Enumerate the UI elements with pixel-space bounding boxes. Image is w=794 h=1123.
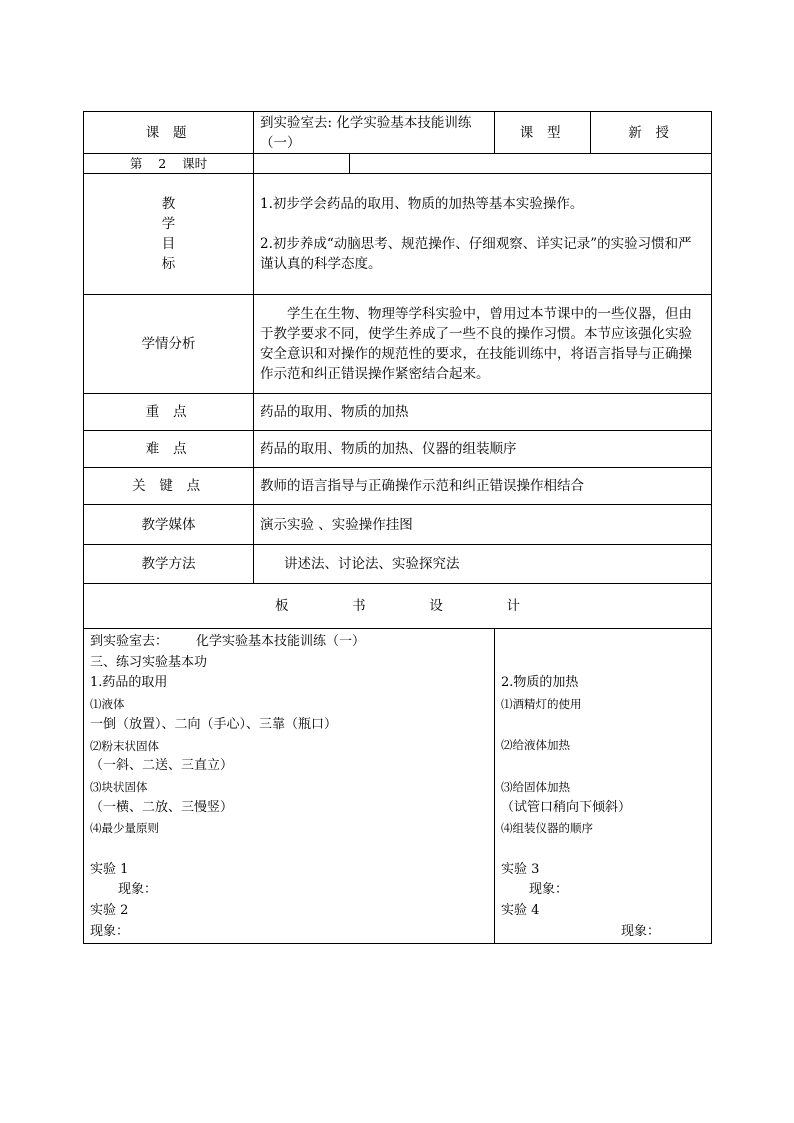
objectives-label-char: 教: [161, 196, 176, 212]
topic-value: 到实验室去: 化学实验基本技能训练（一）: [254, 112, 495, 154]
analysis-label: 学情分析: [84, 295, 254, 394]
board-spacer: [501, 839, 709, 860]
difficulty-label: 难 点: [84, 431, 254, 468]
board-observation: 现象：: [90, 923, 130, 939]
board-observation: 现象：: [118, 882, 158, 898]
lesson-number-row: [84, 154, 712, 174]
method-label: 教学方法: [84, 545, 254, 584]
analysis-text: 学生在生物、物理等学科实验中，曾用过本节课中的一些仪器，但由于教学要求不同，使学生养成了一些不良的操作习惯。本节应该强化实验安全意识和对操作的规范性的要求，在技能训练中，将语言指导与正确操作示范和纠正错误操作紧密结合起来。: [260, 306, 692, 382]
difficulty-row: [84, 431, 712, 468]
media-row: [84, 505, 712, 545]
board-spacer: [501, 632, 709, 653]
topic-row: [84, 112, 712, 154]
board-item: ⑷最少量原则: [90, 821, 159, 836]
board-experiment: 实验 4: [501, 903, 540, 919]
board-observation: 现象：: [621, 923, 661, 939]
empty-cell: [350, 154, 712, 174]
lesson-number-cell: [84, 154, 254, 174]
key-point-row: [84, 394, 712, 431]
board-item: ⑶给固体加热: [501, 779, 570, 794]
key-point-value: 药品的取用、物质的加热: [254, 394, 712, 431]
topic-label: 课 题: [84, 112, 254, 154]
media-label: 教学媒体: [84, 505, 254, 545]
method-value: 讲述法、讨论法、实验探究法: [254, 545, 712, 584]
type-value: 新 授: [591, 112, 712, 154]
objectives-label-char: 学: [161, 216, 176, 232]
board-experiment: 实验 1: [90, 861, 129, 877]
board-heading-part: 化学实验基本技能训练（一）: [196, 634, 366, 649]
board-experiment: 实验 3: [501, 861, 540, 877]
lesson-plan-table: [83, 111, 712, 944]
lesson-suffix: 课时: [182, 155, 208, 171]
board-item: ⑵给液体加热: [501, 738, 570, 753]
objectives-content: [254, 174, 712, 295]
board-subtitle: 2.物质的加热: [501, 675, 579, 691]
difficulty-value: 药品的取用、物质的加热、仪器的组装顺序: [254, 431, 712, 468]
board-content-row: [84, 629, 712, 944]
crux-row: [84, 468, 712, 505]
board-right-column: [495, 629, 712, 944]
board-left-column: [84, 629, 495, 944]
objectives-label: [84, 174, 254, 295]
board-spacer: [501, 715, 709, 736]
board-spacer: [501, 653, 709, 674]
board-spacer: [90, 839, 492, 860]
board-item: ⑴酒精灯的使用: [501, 697, 582, 712]
board-title: 板 书 设 计: [84, 584, 712, 629]
board-rule: （试管口稍向下倾斜）: [501, 799, 632, 815]
board-spacer: [501, 756, 709, 777]
board-title-row: [84, 584, 712, 629]
empty-cell: [254, 154, 350, 174]
board-observation: 现象：: [529, 882, 569, 898]
board-rule: （一横、二放、三慢竖）: [90, 799, 234, 815]
board-item: ⑶块状固体: [90, 779, 148, 794]
board-item: ⑵粉末状固体: [90, 738, 159, 753]
board-rule: 一倒（放置）、二向（手心）、三靠（瓶口）: [90, 716, 338, 732]
lesson-prefix: 第: [129, 155, 143, 171]
board-experiment: 实验 2: [90, 903, 129, 919]
board-rule: （一斜、二送、三直立）: [90, 758, 234, 774]
board-heading-part: 到实验室去：: [90, 634, 169, 649]
board-subtitle: 1.药品的取用: [90, 675, 168, 691]
analysis-row: [84, 295, 712, 394]
board-section: 三、练习实验基本功: [90, 654, 208, 670]
crux-label: 关 键 点: [84, 468, 254, 505]
method-row: [84, 545, 712, 584]
board-item: ⑴液体: [90, 697, 125, 712]
analysis-content: [254, 295, 712, 394]
board-item: ⑷组装仪器的顺序: [501, 821, 593, 836]
objective-item: 1.初步学会药品的取用、物质的加热等基本实验操作。: [260, 196, 584, 212]
objective-item: 2.初步养成“动脑思考、规范操作、仔细观察、详实记录”的实验习惯和严谨认真的科学态度。: [260, 236, 692, 272]
type-label: 课 型: [495, 112, 591, 154]
media-value: 演示实验 、实验操作挂图: [254, 505, 712, 545]
board-heading: [90, 632, 492, 653]
objectives-label-char: 标: [161, 256, 176, 272]
key-point-label: 重 点: [84, 394, 254, 431]
objectives-label-char: 目: [161, 236, 176, 252]
crux-value: 教师的语言指导与正确操作示范和纠正错误操作相结合: [254, 468, 712, 505]
lesson-number: 2: [158, 155, 167, 171]
objectives-row: [84, 174, 712, 295]
